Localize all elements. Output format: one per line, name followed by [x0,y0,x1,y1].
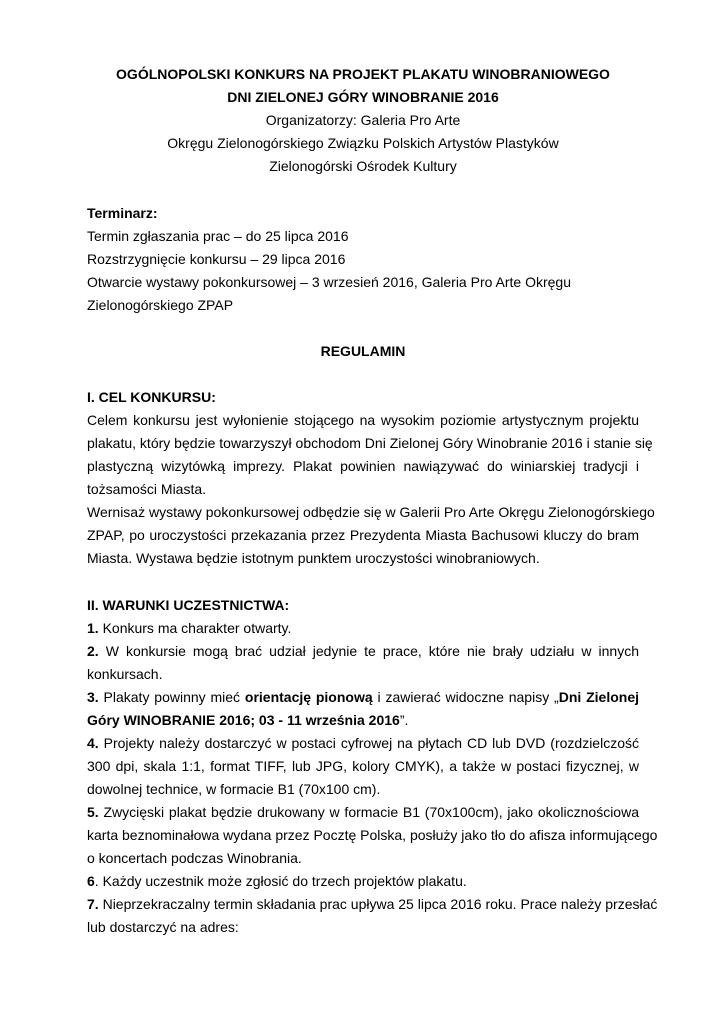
section-1-paragraph-line: Miasta. Wystawa będzie istotnym punktem uroczystości winobraniowych. [87,550,540,566]
schedule-item-results: Rozstrzygnięcie konkursu – 29 lipca 2016 [87,251,346,267]
rule-7-cont: lub dostarczyć na adres: [87,919,239,935]
rule-number: 1. [87,620,99,636]
rule-text: Nieprzekraczalny termin składania prac upływa 25 lipca 2016 roku. Prace należy przesłać [98,896,658,912]
rule-3-cont [87,712,639,728]
section-1-paragraph-line: Wernisaż wystawy pokonkursowej odbędzie się w Galerii Pro Arte Okręgu Zielonogórskiego [87,504,655,520]
rule-text: Plakaty powinny mieć [98,689,245,705]
schedule-item-exhibition-cont: Zielonogórskiego ZPAP [87,297,234,313]
rule-2 [87,643,639,659]
section-1-paragraph-line: plastyczną wizytówką imprezy. Plakat powinien nawiązywać do winiarskiej tradycji i [87,458,639,474]
rule-text: W konkursie mogą brać udział jedynie te prace, które nie brały udziału w innych [98,643,639,659]
rule-1 [87,620,639,636]
rule-number: 6 [87,873,95,889]
rule-emphasis: orientację pionową [244,689,373,705]
section-1-paragraph-line: plakatu, który będzie towarzyszył obchodom Dni Zielonej Góry Winobranie 2016 i stanie się [87,435,653,451]
organizer-zok: Zielonogórski Ośrodek Kultury [269,158,457,174]
section-2-heading: II. WARUNKI UCZESTNICTWA: [87,597,290,613]
rule-text: Zwycięski plakat będzie drukowany w formacie B1 (70x100cm), jako okolicznościowa [98,804,639,820]
rule-emphasis: Góry WINOBRANIE 2016; 03 - 11 września 2016 [87,712,400,728]
section-1-paragraph-line: Celem konkursu jest wyłonienie stojącego na wysokim poziomie artystycznym projektu [87,412,639,428]
rule-text: . Każdy uczestnik może zgłosić do trzech projektów plakatu. [94,873,467,889]
rule-2-cont: konkursach. [87,666,163,682]
schedule-item-submission: Termin zgłaszania prac – do 25 lipca 2016 [87,228,349,244]
rule-text: Projekty należy dostarczyć w postaci cyfrowej na płytach CD lub DVD (rozdzielczość [98,735,639,751]
title-line-1: OGÓLNOPOLSKI KONKURS NA PROJEKT PLAKATU WINOBRANIOWEGO [116,66,610,82]
rule-number: 3. [87,689,99,705]
rule-4-cont: dowolnej technice, w formacie B1 (70x100 cm). [87,781,381,797]
organizer-zpap: Okręgu Zielonogórskiego Związku Polskich Artystów Plastyków [167,135,559,151]
rule-text: ”. [399,712,409,728]
rule-4-cont: 300 dpi, skala 1:1, format TIFF, lub JPG, kolory CMYK), a także w postaci fizycznej, w [87,758,639,774]
rule-number: 2. [87,643,99,659]
section-1-heading: I. CEL KONKURSU: [87,389,216,405]
rule-5-cont: karta beznominałowa wydana przez Pocztę Polska, posłuży jako tło do afisza informującego [87,827,658,843]
rule-number: 5. [87,804,99,820]
rule-7 [87,896,658,912]
rule-3 [87,689,639,705]
section-1-paragraph-line: ZPAP, po uroczystości przekazania przez Prezydenta Miasta Bachusowi kluczy do bram [87,527,639,543]
rule-5-cont: o koncertach podczas Winobrania. [87,850,302,866]
rule-number: 4. [87,735,99,751]
title-line-2: DNI ZIELONEJ GÓRY WINOBRANIE 2016 [227,89,499,105]
schedule-heading: Terminarz: [87,205,158,221]
rule-text: Konkurs ma charakter otwarty. [98,620,292,636]
rule-4 [87,735,639,751]
regulations-title: REGULAMIN [320,343,406,359]
rule-number: 7. [87,896,99,912]
rule-5 [87,804,639,820]
rule-6 [87,873,639,889]
schedule-item-exhibition: Otwarcie wystawy pokonkursowej – 3 wrzesień 2016, Galeria Pro Arte Okręgu [87,274,571,290]
rule-emphasis: Dni Zielonej [558,689,640,705]
section-1-paragraph-line: tożsamości Miasta. [87,481,207,497]
organizers-line: Organizatorzy: Galeria Pro Arte [265,112,461,128]
rule-text: i zawierać widoczne napisy „ [372,689,559,705]
